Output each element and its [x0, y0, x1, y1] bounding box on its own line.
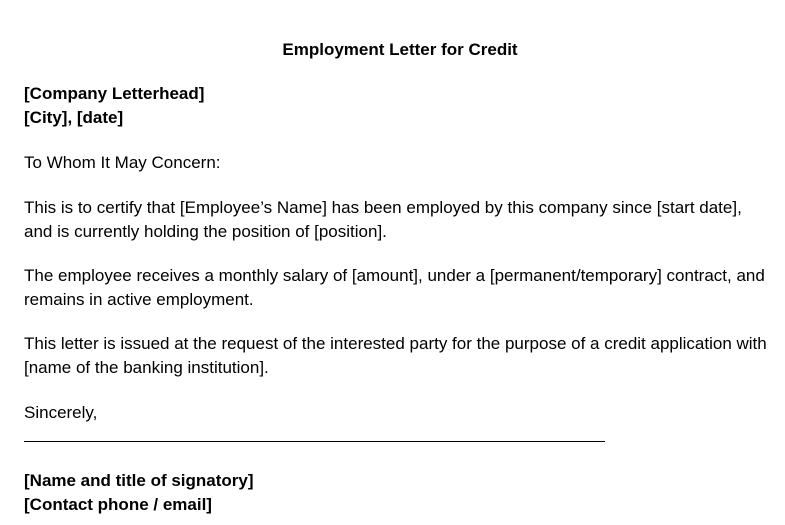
salutation: To Whom It May Concern: — [24, 153, 221, 172]
closing: Sincerely, — [24, 403, 98, 422]
company-letterhead: [Company Letterhead] — [24, 84, 205, 103]
signatory-block — [24, 469, 769, 517]
paragraph-purpose: This letter is issued at the request of the interested party for the purpose of a credit application with [name of the banking institution]. — [24, 334, 767, 377]
document-title: Employment Letter for Credit — [282, 40, 518, 59]
signatory-name-title: [Name and title of signatory] — [24, 471, 254, 490]
signatory-contact: [Contact phone / email] — [24, 495, 212, 514]
letterhead-block — [24, 82, 769, 130]
city-date: [City], [date] — [24, 108, 124, 127]
paragraph-salary: The employee receives a monthly salary of [amount], under a [permanent/temporary] contract, and remains in active employment. — [24, 266, 765, 309]
paragraph-employment: This is to certify that [Employee’s Name] has been employed by this company since [start date], and is currently holding the position of [position]. — [24, 198, 742, 241]
signature-line — [24, 441, 605, 442]
